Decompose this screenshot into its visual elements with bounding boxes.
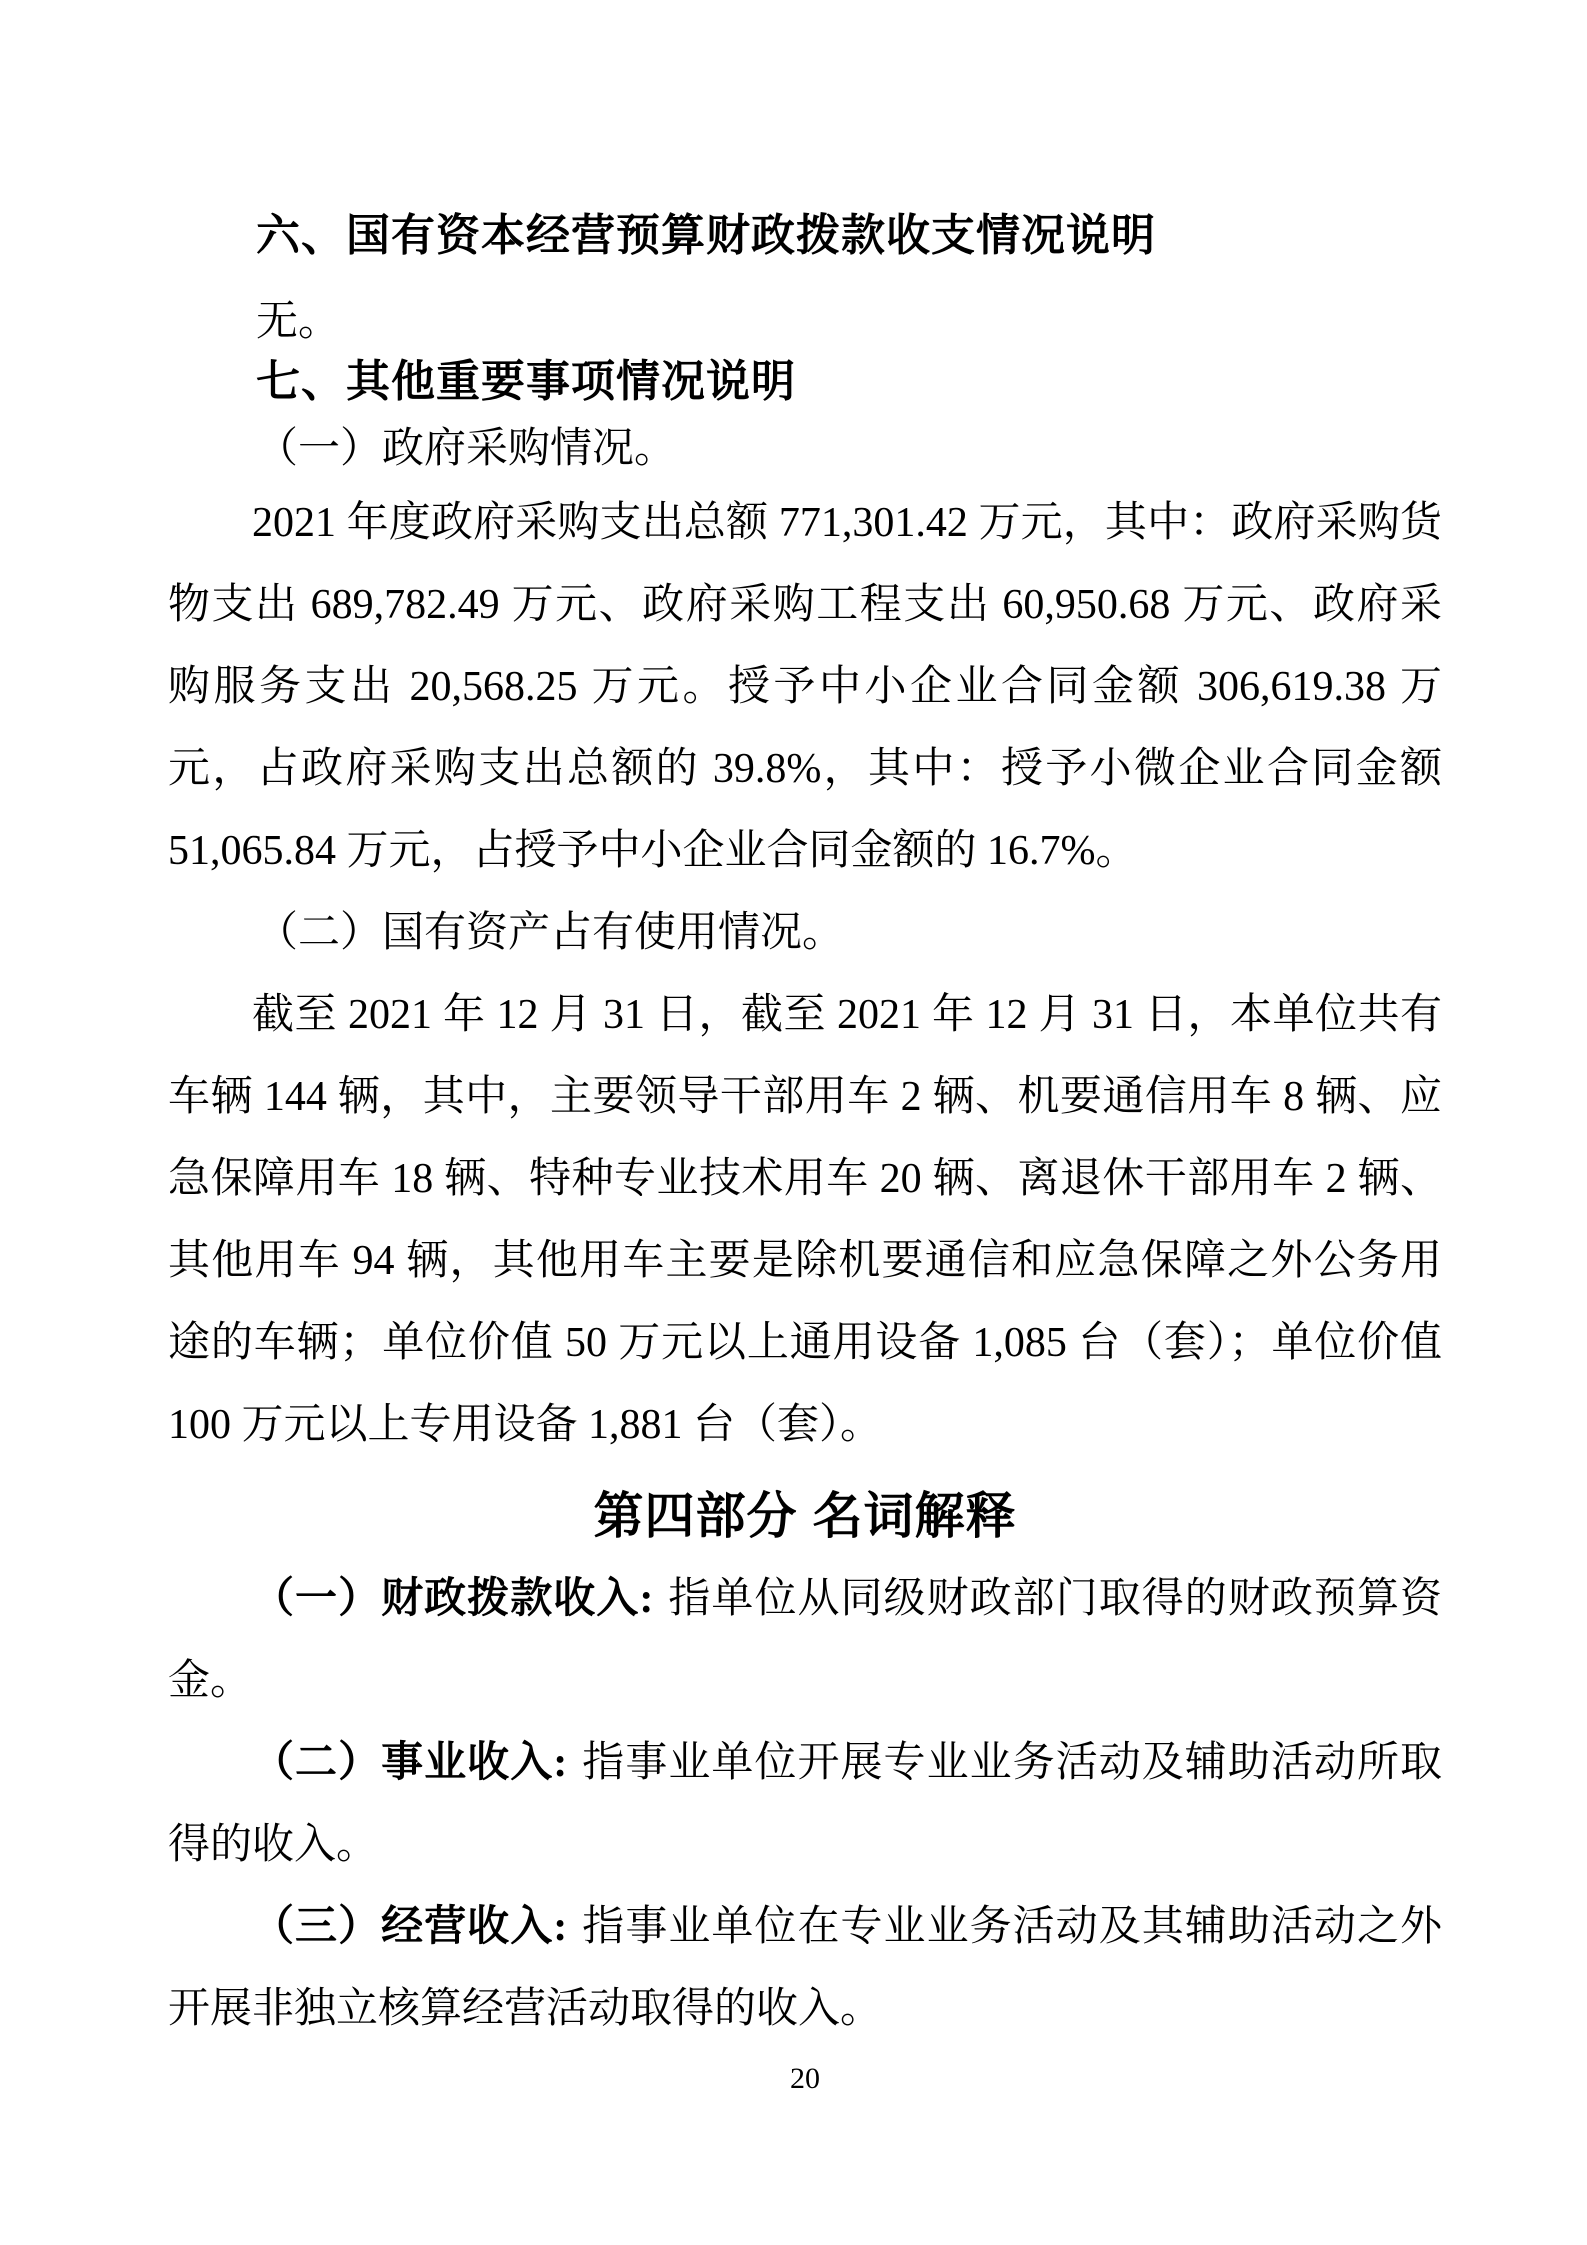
paragraph-state-assets: 截至 2021 年 12 月 31 日，截至 2021 年 12 月 31 日，本单位共有车辆 144 辆，其中，主要领导干部用车 2 辆、机要通信用车 8 辆、应急保障用车 18 辆、特种专业技术用车 20 辆、离退休干部用车 2 辆、其他用车 94 辆，其他用车主要是除机要通信和应急保障之外公务用途的车辆；单位价值 50 万元以上通用设备 1,085 台（套）；单位价值 100 万元以上专用设备 1,881 台（套）。 — [168, 992, 1442, 1448]
subsection-title-procurement: （一）政府采购情况。 — [256, 426, 677, 472]
definition-item-operating-income — [168, 1886, 1442, 2050]
definition-item-institutional-income — [168, 1722, 1442, 1886]
definition-desc: 指单位从同级财政部门取得的财政预算资金。 — [168, 1576, 1442, 1704]
page-number: 20 — [790, 2062, 820, 2095]
definition-term: （二）事业收入: — [252, 1740, 568, 1786]
part-4-heading: 第四部分 名词解释 — [593, 1488, 1017, 1544]
definition-desc: 指事业单位在专业业务活动及其辅助活动之外开展非独立核算经营活动取得的收入。 — [168, 1904, 1442, 2032]
definition-item-fiscal-appropriation-income — [168, 1558, 1442, 1722]
definition-desc: 指事业单位开展专业业务活动及辅助活动所取得的收入。 — [168, 1740, 1442, 1868]
paragraph-procurement: 2021 年度政府采购支出总额 771,301.42 万元，其中：政府采购货物支出 689,782.49 万元、政府采购工程支出 60,950.68 万元、政府采购服务支出 20,568.25 万元。授予中小企业合同金额 306,619.38 万元，占政府采购支出总额的 39.8%，其中：授予小微企业合同金额 51,065.84 万元，占授予中小企业合同金额的 16.7%。 — [168, 500, 1442, 874]
definition-term: （三）经营收入: — [252, 1904, 568, 1950]
subsection-title-state-assets: （二）国有资产占有使用情况。 — [256, 910, 845, 956]
definition-term: （一）财政拨款收入: — [252, 1576, 654, 1622]
section-6-heading: 六、国有资本经营预算财政拨款收支情况说明 — [256, 211, 1156, 260]
section-7-heading: 七、其他重要事项情况说明 — [256, 357, 796, 406]
section-6-body-none: 无。 — [256, 299, 341, 345]
